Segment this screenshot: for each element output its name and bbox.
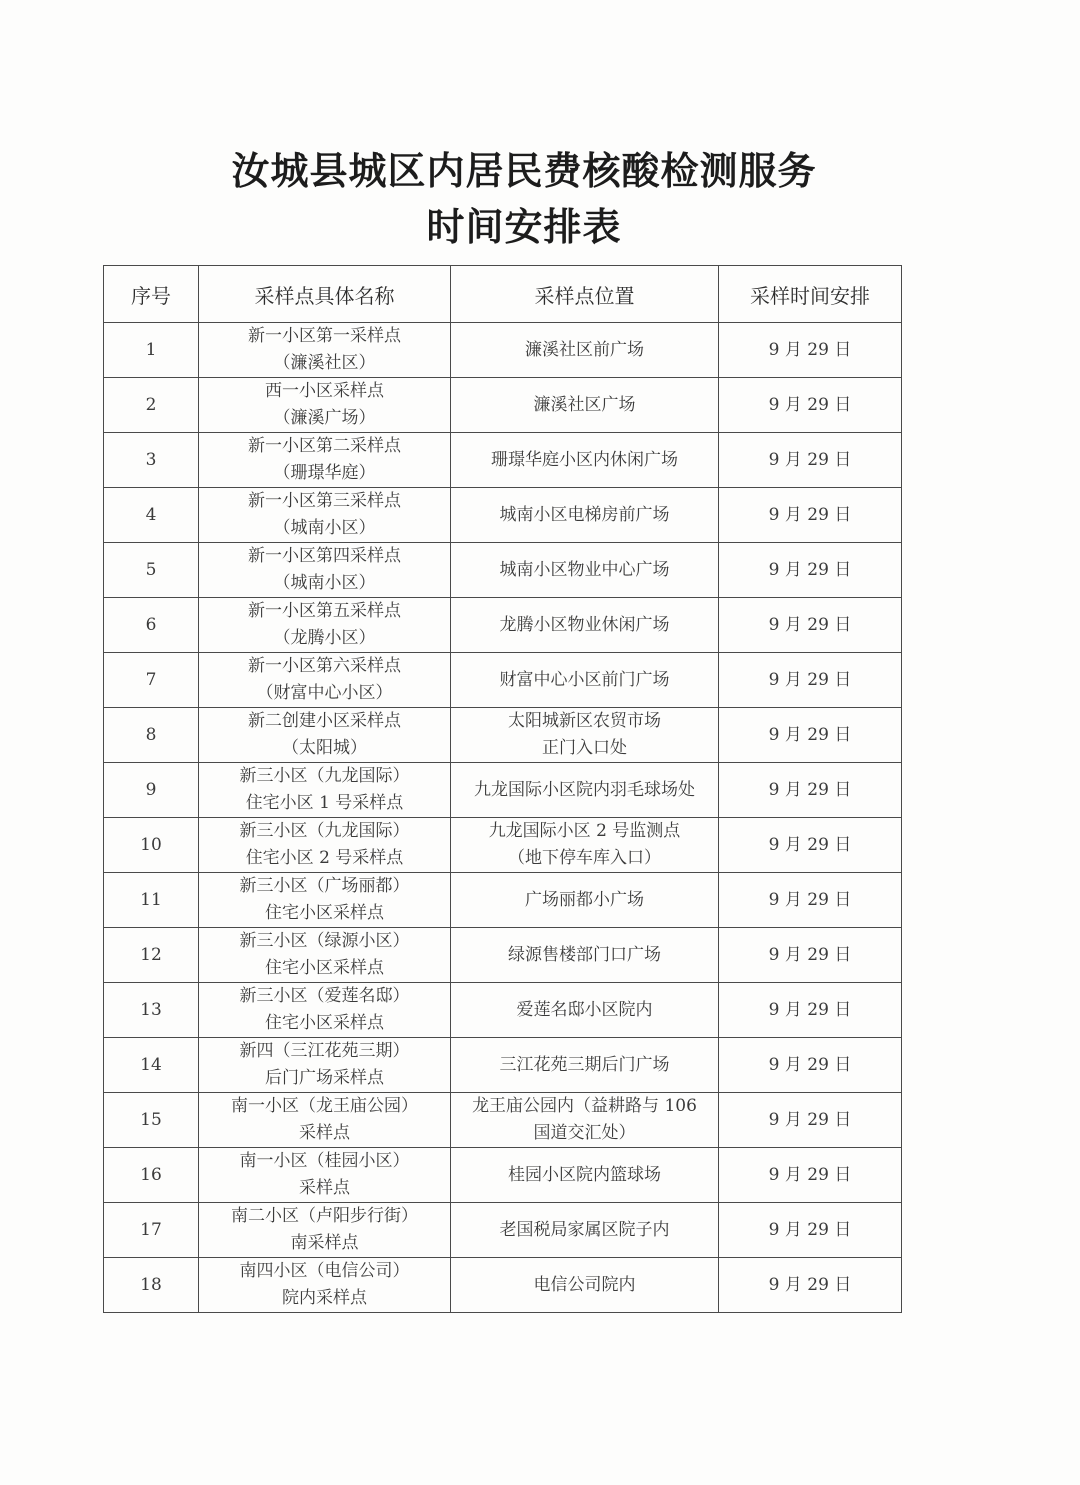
table-row bbox=[104, 873, 902, 928]
site-name-line: （濂溪广场） bbox=[273, 408, 376, 428]
site-location-line: 三江花苑三期后门广场 bbox=[499, 1054, 670, 1075]
site-location-cell bbox=[451, 323, 719, 378]
schedule-table bbox=[103, 265, 902, 1313]
row-number: 14 bbox=[104, 1038, 199, 1093]
site-location-cell bbox=[451, 1258, 719, 1313]
schedule-date: 9 月 29 日 bbox=[719, 323, 902, 378]
site-name-cell bbox=[199, 1148, 451, 1203]
site-location-line: 濂溪社区前广场 bbox=[525, 339, 644, 360]
schedule-date: 9 月 29 日 bbox=[719, 1203, 902, 1258]
site-name-line: 住宅小区采样点 bbox=[265, 958, 384, 978]
site-location-cell bbox=[451, 1148, 719, 1203]
site-name-cell bbox=[199, 433, 451, 488]
site-location-cell bbox=[451, 928, 719, 983]
table-row bbox=[104, 653, 902, 708]
site-name-line: （城南小区） bbox=[273, 518, 376, 538]
schedule-date: 9 月 29 日 bbox=[719, 653, 902, 708]
schedule-date: 9 月 29 日 bbox=[719, 378, 902, 433]
row-number: 15 bbox=[104, 1093, 199, 1148]
site-name-line: （龙腾小区） bbox=[273, 628, 376, 648]
row-number: 7 bbox=[104, 653, 199, 708]
row-number: 9 bbox=[104, 763, 199, 818]
site-location-line: 正门入口处 bbox=[542, 738, 627, 758]
site-location-line: 绿源售楼部门口广场 bbox=[508, 944, 661, 965]
site-name-line: 南一小区（桂园小区） bbox=[239, 1151, 410, 1171]
table-row bbox=[104, 763, 902, 818]
row-number: 3 bbox=[104, 433, 199, 488]
table-row bbox=[104, 928, 902, 983]
site-location-line: 龙王庙公园内（益耕路与 106 bbox=[472, 1096, 697, 1116]
site-name-cell bbox=[199, 983, 451, 1038]
row-number: 17 bbox=[104, 1203, 199, 1258]
site-name-line: 南四小区（电信公司） bbox=[239, 1261, 410, 1281]
site-name-line: 新一小区第一采样点 bbox=[248, 326, 401, 346]
table-row bbox=[104, 598, 902, 653]
site-name-line: （濂溪社区） bbox=[273, 353, 376, 373]
site-name-line: 新一小区第五采样点 bbox=[248, 601, 401, 621]
schedule-date: 9 月 29 日 bbox=[719, 543, 902, 598]
site-name-cell bbox=[199, 488, 451, 543]
table-row bbox=[104, 378, 902, 433]
site-location-line: 龙腾小区物业休闲广场 bbox=[499, 614, 670, 635]
site-name-line: （珊璟华庭） bbox=[273, 463, 376, 483]
site-name-cell bbox=[199, 378, 451, 433]
header-site-location: 采样点位置 bbox=[451, 266, 719, 323]
site-location-line: 广场丽都小广场 bbox=[525, 889, 644, 910]
site-location-line: 城南小区电梯房前广场 bbox=[499, 504, 670, 525]
table-row bbox=[104, 433, 902, 488]
site-name-line: （太阳城） bbox=[282, 738, 367, 758]
row-number: 6 bbox=[104, 598, 199, 653]
table-header-row bbox=[104, 266, 902, 323]
site-location-line: 桂园小区院内篮球场 bbox=[508, 1164, 661, 1185]
site-name-line: 新三小区（九龙国际） bbox=[239, 766, 410, 786]
table-row bbox=[104, 1203, 902, 1258]
site-name-cell bbox=[199, 1203, 451, 1258]
site-name-line: 新一小区第三采样点 bbox=[248, 491, 401, 511]
site-location-line: 九龙国际小区 2 号监测点 bbox=[488, 821, 681, 841]
site-location-cell bbox=[451, 488, 719, 543]
table-row bbox=[104, 708, 902, 763]
table-row bbox=[104, 1093, 902, 1148]
row-number: 10 bbox=[104, 818, 199, 873]
site-name-line: 后门广场采样点 bbox=[265, 1068, 384, 1088]
schedule-date: 9 月 29 日 bbox=[719, 598, 902, 653]
site-location-line: 财富中心小区前门广场 bbox=[499, 669, 670, 690]
site-name-line: 新三小区（爱莲名邸） bbox=[239, 986, 410, 1006]
table-row bbox=[104, 1148, 902, 1203]
row-number: 1 bbox=[104, 323, 199, 378]
site-name-line: 新三小区（广场丽都） bbox=[239, 876, 410, 896]
site-location-cell bbox=[451, 818, 719, 873]
row-number: 12 bbox=[104, 928, 199, 983]
header-number: 序号 bbox=[104, 266, 199, 323]
schedule-date: 9 月 29 日 bbox=[719, 1093, 902, 1148]
site-name-line: 南采样点 bbox=[290, 1233, 359, 1253]
site-location-cell bbox=[451, 543, 719, 598]
site-name-line: 采样点 bbox=[299, 1123, 350, 1143]
site-name-line: 住宅小区采样点 bbox=[265, 1013, 384, 1033]
site-name-cell bbox=[199, 543, 451, 598]
site-name-line: 南一小区（龙王庙公园） bbox=[231, 1096, 418, 1116]
site-name-line: 新一小区第四采样点 bbox=[248, 546, 401, 566]
header-site-name: 采样点具体名称 bbox=[199, 266, 451, 323]
site-location-cell bbox=[451, 873, 719, 928]
site-location-line: 太阳城新区农贸市场 bbox=[508, 711, 661, 731]
site-name-line: 院内采样点 bbox=[282, 1288, 367, 1308]
site-name-line: 住宅小区采样点 bbox=[265, 903, 384, 923]
document-subtitle: 时间安排表 bbox=[426, 205, 622, 249]
site-name-line: 新一小区第二采样点 bbox=[248, 436, 401, 456]
site-location-cell bbox=[451, 763, 719, 818]
site-location-line: 电信公司院内 bbox=[533, 1274, 636, 1295]
schedule-date: 9 月 29 日 bbox=[719, 433, 902, 488]
table-row bbox=[104, 323, 902, 378]
schedule-date: 9 月 29 日 bbox=[719, 983, 902, 1038]
site-location-line: 城南小区物业中心广场 bbox=[499, 559, 670, 580]
site-name-cell bbox=[199, 928, 451, 983]
row-number: 18 bbox=[104, 1258, 199, 1313]
site-name-cell bbox=[199, 323, 451, 378]
schedule-date: 9 月 29 日 bbox=[719, 488, 902, 543]
schedule-date: 9 月 29 日 bbox=[719, 1038, 902, 1093]
site-location-line: 九龙国际小区院内羽毛球场处 bbox=[474, 779, 695, 800]
site-location-cell bbox=[451, 378, 719, 433]
site-name-line: 新二创建小区采样点 bbox=[248, 711, 401, 731]
site-location-line: 爱莲名邸小区院内 bbox=[516, 999, 653, 1020]
site-name-cell bbox=[199, 818, 451, 873]
table-body bbox=[104, 323, 902, 1313]
site-name-line: 采样点 bbox=[299, 1178, 350, 1198]
table-row bbox=[104, 543, 902, 598]
row-number: 5 bbox=[104, 543, 199, 598]
site-location-line: 珊璟华庭小区内休闲广场 bbox=[491, 449, 678, 470]
site-location-cell bbox=[451, 983, 719, 1038]
site-name-cell bbox=[199, 598, 451, 653]
schedule-date: 9 月 29 日 bbox=[719, 1258, 902, 1313]
site-name-cell bbox=[199, 1093, 451, 1148]
table-row bbox=[104, 488, 902, 543]
site-location-cell bbox=[451, 653, 719, 708]
site-location-cell bbox=[451, 433, 719, 488]
site-location-cell bbox=[451, 598, 719, 653]
site-location-cell bbox=[451, 708, 719, 763]
site-name-cell bbox=[199, 1258, 451, 1313]
schedule-date: 9 月 29 日 bbox=[719, 1148, 902, 1203]
site-name-line: 住宅小区 2 号采样点 bbox=[245, 848, 404, 868]
site-name-line: 住宅小区 1 号采样点 bbox=[245, 793, 404, 813]
header-schedule-time: 采样时间安排 bbox=[719, 266, 902, 323]
table-row bbox=[104, 1258, 902, 1313]
schedule-date: 9 月 29 日 bbox=[719, 763, 902, 818]
site-location-line: （地下停车库入口） bbox=[508, 848, 661, 868]
site-name-line: （城南小区） bbox=[273, 573, 376, 593]
schedule-date: 9 月 29 日 bbox=[719, 928, 902, 983]
table-row bbox=[104, 818, 902, 873]
site-location-cell bbox=[451, 1203, 719, 1258]
site-name-line: 新四（三江花苑三期） bbox=[239, 1041, 410, 1061]
row-number: 13 bbox=[104, 983, 199, 1038]
site-location-line: 国道交汇处） bbox=[533, 1123, 636, 1143]
row-number: 8 bbox=[104, 708, 199, 763]
site-name-line: 新一小区第六采样点 bbox=[248, 656, 401, 676]
site-name-line: 西一小区采样点 bbox=[265, 381, 384, 401]
row-number: 11 bbox=[104, 873, 199, 928]
site-name-line: 新三小区（绿源小区） bbox=[239, 931, 410, 951]
schedule-date: 9 月 29 日 bbox=[719, 873, 902, 928]
site-location-cell bbox=[451, 1093, 719, 1148]
site-name-line: 新三小区（九龙国际） bbox=[239, 821, 410, 841]
site-name-cell bbox=[199, 763, 451, 818]
site-location-line: 濂溪社区广场 bbox=[533, 394, 636, 415]
site-name-cell bbox=[199, 708, 451, 763]
row-number: 16 bbox=[104, 1148, 199, 1203]
table-row bbox=[104, 1038, 902, 1093]
site-name-line: （财富中心小区） bbox=[256, 683, 393, 703]
document-title: 汝城县城区内居民费核酸检测服务 bbox=[231, 149, 817, 193]
site-name-cell bbox=[199, 873, 451, 928]
site-name-cell bbox=[199, 1038, 451, 1093]
row-number: 2 bbox=[104, 378, 199, 433]
table-row bbox=[104, 983, 902, 1038]
schedule-date: 9 月 29 日 bbox=[719, 818, 902, 873]
row-number: 4 bbox=[104, 488, 199, 543]
schedule-date: 9 月 29 日 bbox=[719, 708, 902, 763]
site-name-line: 南二小区（卢阳步行街） bbox=[231, 1206, 418, 1226]
site-location-cell bbox=[451, 1038, 719, 1093]
site-location-line: 老国税局家属区院子内 bbox=[499, 1219, 670, 1240]
site-name-cell bbox=[199, 653, 451, 708]
